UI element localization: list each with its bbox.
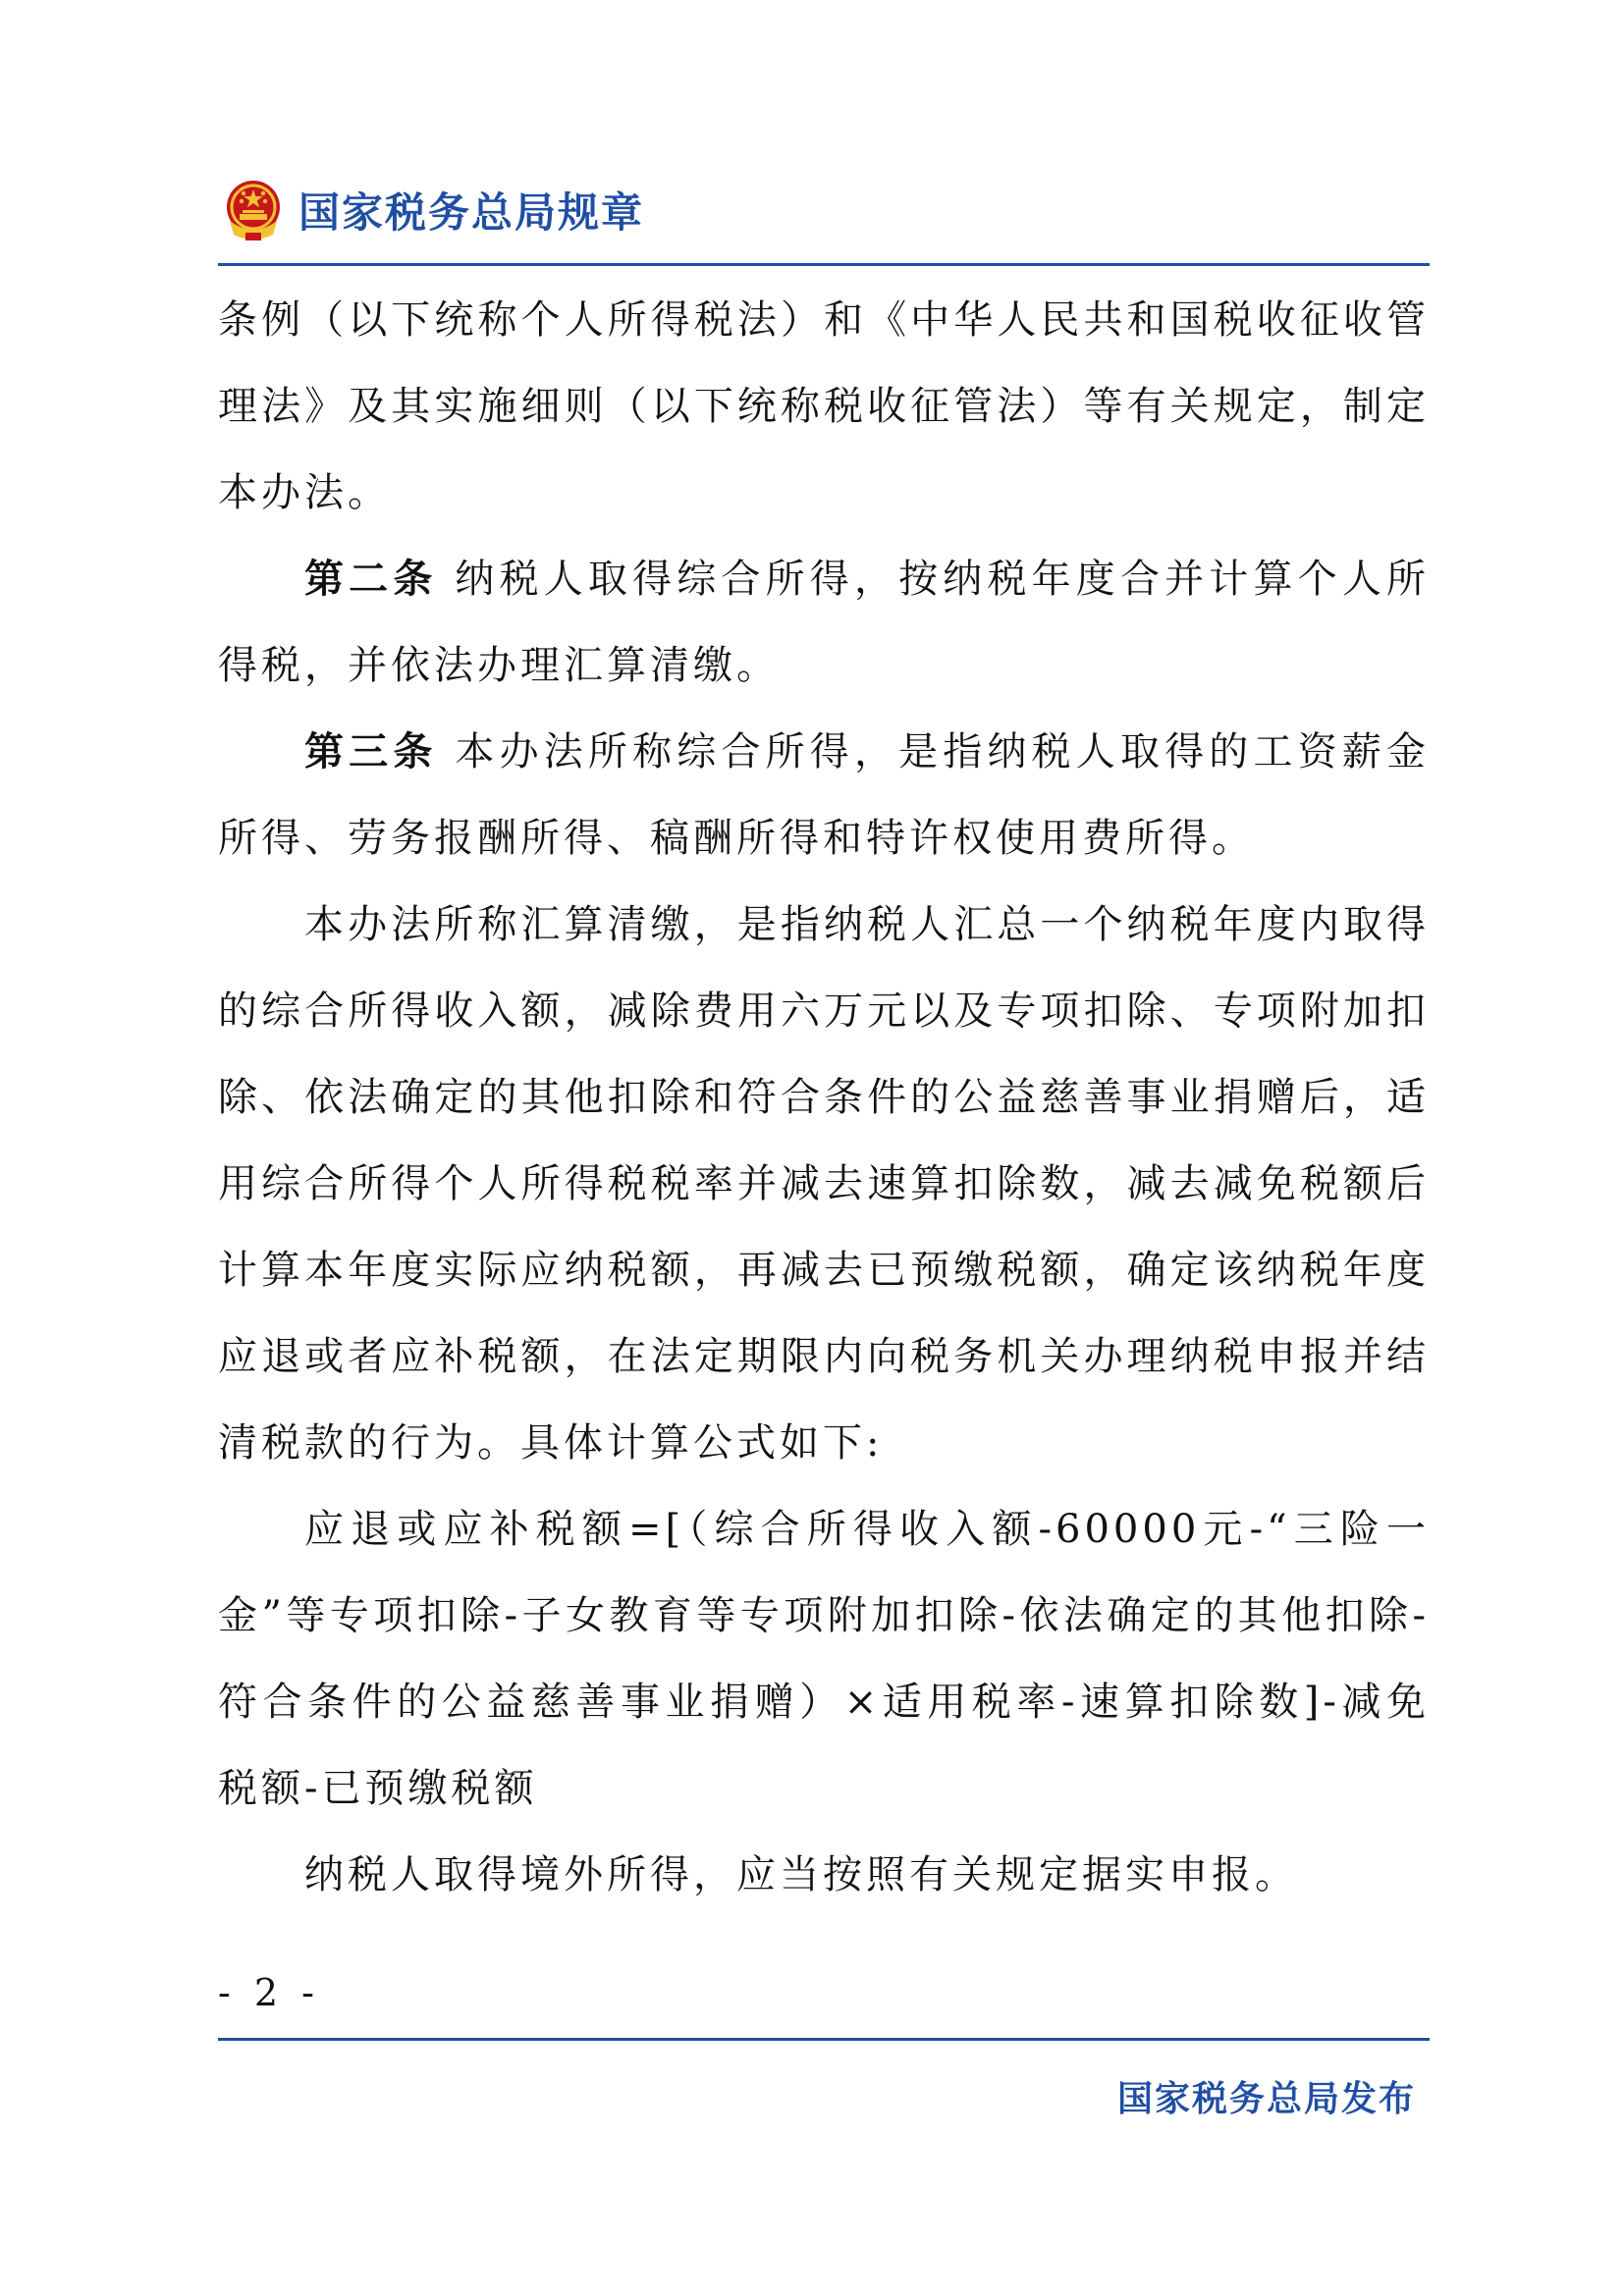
header-title: 国家税务总局规章: [298, 188, 645, 237]
article-paragraph: [218, 536, 1430, 709]
document-body: [218, 277, 1430, 1918]
paragraph: [218, 1832, 1430, 1918]
page-number: - 2 -: [218, 1971, 321, 2014]
paragraph-text: 纳税人取得综合所得，按纳税年度合并计算个人所得税，并依法办理汇算清缴。: [218, 557, 1430, 688]
header-divider: [218, 263, 1430, 266]
paragraph-text: 条例（以下统称个人所得税法）和《中华人民共和国税收征收管理法》及其实施细则（以下统称税收征管法）等有关规定，制定本办法。: [218, 297, 1430, 515]
article-paragraph: [218, 709, 1430, 881]
paragraph: [218, 881, 1430, 1486]
article-number: 第二条: [304, 557, 438, 602]
article-number: 第三条: [304, 729, 438, 774]
formula-paragraph: [218, 1486, 1430, 1832]
footer-divider: [218, 2038, 1430, 2041]
paragraph-text: 本办法所称综合所得，是指纳税人取得的工资薪金所得、劳务报酬所得、稿酬所得和特许权使用费所得。: [218, 729, 1430, 861]
formula-text: 应退或应补税额=[（综合所得收入额-60000元-“三险一金”等专项扣除-子女教育等专项附加扣除-依法确定的其他扣除-符合条件的公益慈善事业捐赠）×适用税率-速算扣除数]-减免税额-已预缴税额: [218, 1507, 1430, 1811]
paragraph: [218, 277, 1430, 536]
paragraph-text: 本办法所称汇算清缴，是指纳税人汇总一个纳税年度内取得的综合所得收入额，减除费用六万元以及专项扣除、专项附加扣除、依法确定的其他扣除和符合条件的公益慈善事业捐赠后，适用综合所得个人所得税税率并减去速算扣除数，减去减免税额后计算本年度实际应纳税额，再减去已预缴税额，确定该纳税年度应退或者应补税额，在法定期限内向税务机关办理纳税申报并结清税款的行为。具体计算公式如下:: [218, 902, 1430, 1466]
paragraph-text: 纳税人取得境外所得，应当按照有关规定据实申报。: [304, 1852, 1298, 1897]
footer-publisher: 国家税务总局发布: [1116, 2079, 1416, 2119]
national-emblem-icon: [222, 178, 285, 242]
document-header: [222, 175, 644, 245]
